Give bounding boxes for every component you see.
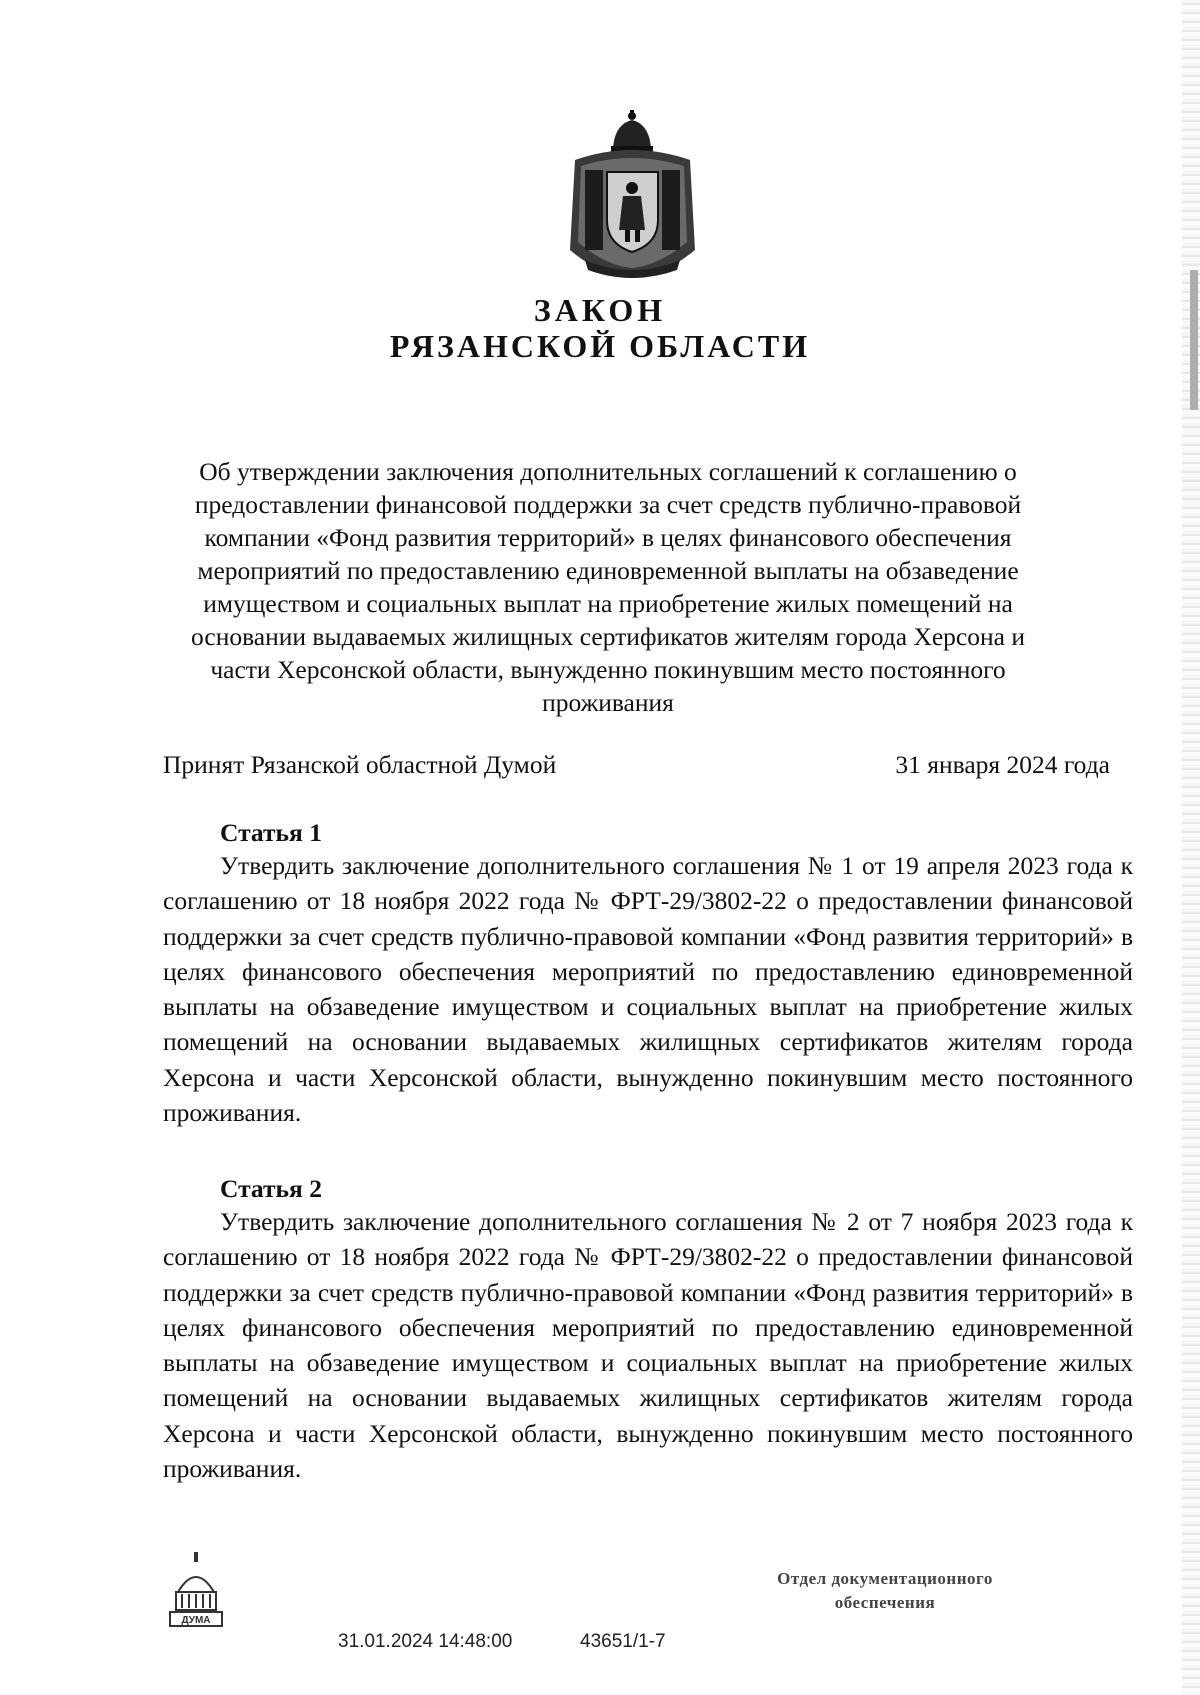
duma-logo-icon	[168, 1552, 224, 1630]
adopted-by: Принят Рязанской областной Думой	[163, 750, 557, 779]
issuing-region-title: РЯЗАНСКОЙ ОБЛАСТИ	[389, 328, 811, 364]
document-type-title: ЗАКОН	[533, 292, 667, 328]
department-stamp-line1: Отдел документационного	[777, 1569, 993, 1588]
coat-of-arms-emblem	[545, 110, 720, 280]
department-stamp	[740, 1567, 1030, 1615]
duma-logo-text: ДУМА	[181, 1615, 211, 1626]
article-1-text: Утвердить заключение дополнительного соглашения № 1 от 19 апреля 2023 года к соглашению от 18 ноября 2022 года № ФРТ-29/3802-22 о предоставлении финансовой поддержки за счет средств публично-правовой компании «Фонд развития территорий» в целях финансового обеспечения мероприятий по предоставлению единовременной выплаты на обзаведение имуществом и социальных выплат на приобретение жилых помещений на основании выдаваемых жилищных сертификатов жителям города Херсона и части Херсонской области, вынужденно покинувшим место постоянного проживания.	[163, 851, 1133, 1128]
registration-number: 43651/1-7	[580, 1631, 666, 1652]
law-subject: Об утверждении заключения дополнительных соглашений к соглашению о предоставлении финансовой поддержки за счет средств публично-правовой компании «Фонд развития территорий» в целях финансового обеспечения мероприятий по предоставлению единовременной выплаты на обзаведение имуществом и социальных выплат на приобретение жилых помещений на основании выдаваемых жилищных сертификатов жителям города Херсона и части Херсонской области, вынужденно покинувшим место постоянного проживания	[190, 457, 1025, 717]
registration-timestamp: 31.01.2024 14:48:00	[338, 1631, 513, 1652]
article-2-text: Утвердить заключение дополнительного соглашения № 2 от 7 ноября 2023 года к соглашению от 18 ноября 2022 года № ФРТ-29/3802-22 о предоставлении финансовой поддержки за счет средств публично-правовой компании «Фонд развития территорий» в целях финансового обеспечения мероприятий по предоставлению единовременной выплаты на обзаведение имуществом и социальных выплат на приобретение жилых помещений на основании выдаваемых жилищных сертификатов жителям города Херсона и части Херсонской области, вынужденно покинувшим место постоянного проживания.	[163, 1207, 1133, 1484]
adoption-date: 31 января 2024 года	[895, 750, 1110, 779]
scan-edge-artifact	[1182, 0, 1200, 1695]
article-2-heading: Статья 2	[220, 1174, 322, 1203]
article-1-heading: Статья 1	[220, 818, 322, 847]
department-stamp-line2: обеспечения	[834, 1593, 936, 1612]
